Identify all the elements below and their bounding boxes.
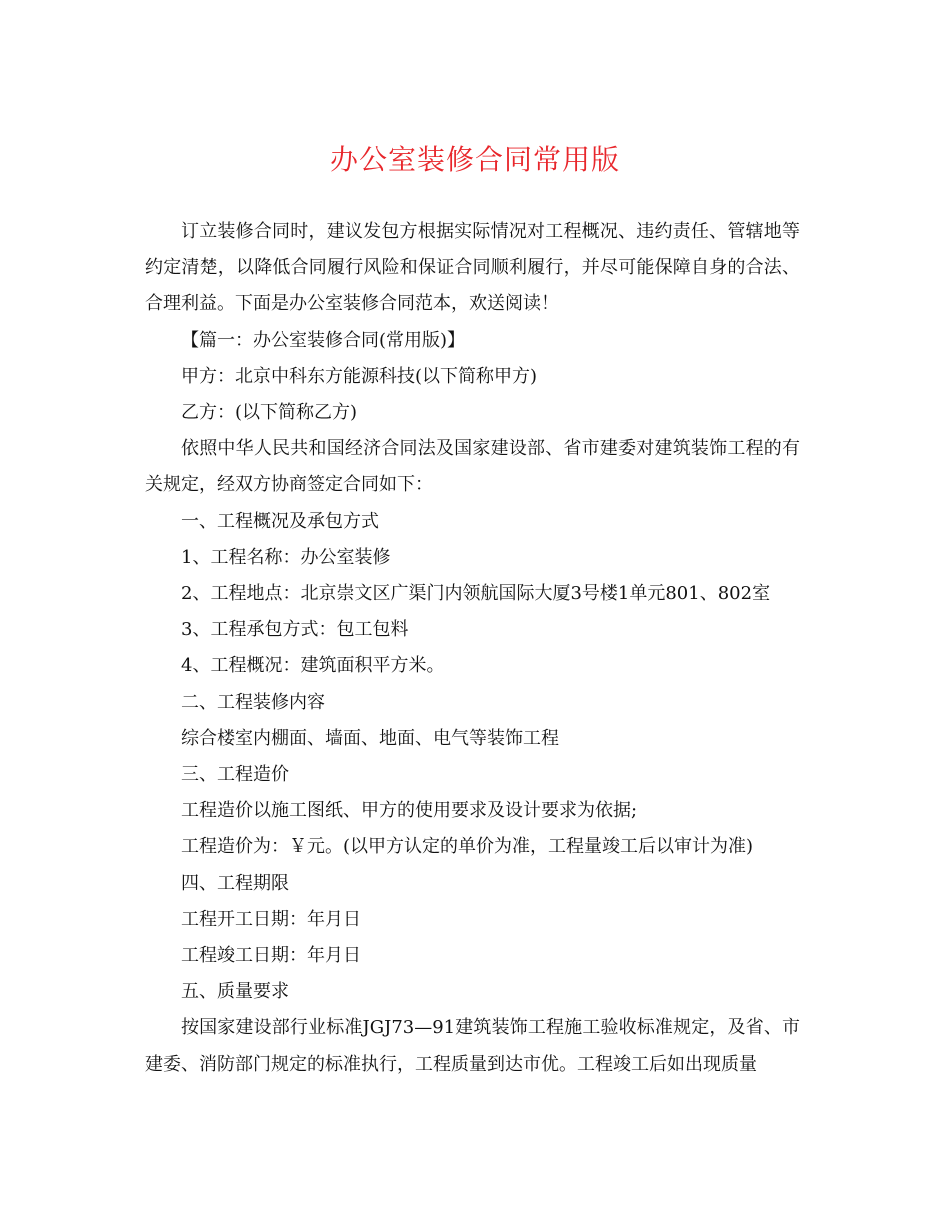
clause-completion-date: 工程竣工日期：年月日 xyxy=(181,945,361,967)
clause-cost-basis: 工程造价以施工图纸、甲方的使用要求及设计要求为依据; xyxy=(181,800,638,822)
document-body xyxy=(145,214,800,1083)
clause-quality-standard: 按国家建设部行业标准JGJ73—91建筑装饰工程施工验收标准规定，及省、市建委、消防部门规定的标准执行，工程质量到达市优。工程竣工后如出现质量 xyxy=(145,1017,800,1075)
section-heading-4: 四、工程期限 xyxy=(181,872,289,894)
clause-start-date: 工程开工日期：年月日 xyxy=(181,908,361,930)
section-heading-part-one: 【篇一：办公室装修合同(常用版)】 xyxy=(181,329,466,351)
intro-paragraph: 订立装修合同时，建议发包方根据实际情况对工程概况、违约责任、管辖地等约定清楚，以降低合同履行风险和保证合同顺利履行，并尽可能保障自身的合法、合理利益。下面是办公室装修合同范本，欢送阅读！ xyxy=(145,221,800,315)
clause-contract-method: 3、工程承包方式：包工包料 xyxy=(181,619,409,641)
clause-cost-amount: 工程造价为：￥元。(以甲方认定的单价为准，工程量竣工后以审计为准) xyxy=(181,836,754,858)
section-heading-1: 一、工程概况及承包方式 xyxy=(181,510,379,532)
clause-project-overview: 4、工程概况：建筑面积平方米。 xyxy=(181,655,445,677)
section-heading-5: 五、质量要求 xyxy=(181,981,289,1003)
party-b-line: 乙方：(以下简称乙方) xyxy=(181,402,358,424)
page-title: 办公室装修合同常用版 xyxy=(329,143,620,176)
clause-project-name: 1、工程名称：办公室装修 xyxy=(181,546,391,568)
clause-project-location: 2、工程地点：北京崇文区广渠门内领航国际大厦3号楼1单元801、802室 xyxy=(181,583,771,605)
clause-scope: 综合楼室内棚面、墙面、地面、电气等装饰工程 xyxy=(181,727,559,749)
section-heading-3: 三、工程造价 xyxy=(181,764,289,786)
party-a-line: 甲方：北京中科东方能源科技(以下简称甲方) xyxy=(181,365,538,387)
section-heading-2: 二、工程装修内容 xyxy=(181,691,325,713)
basis-paragraph: 依照中华人民共和国经济合同法及国家建设部、省市建委对建筑装饰工程的有关规定，经双方协商签定合同如下： xyxy=(145,438,800,496)
